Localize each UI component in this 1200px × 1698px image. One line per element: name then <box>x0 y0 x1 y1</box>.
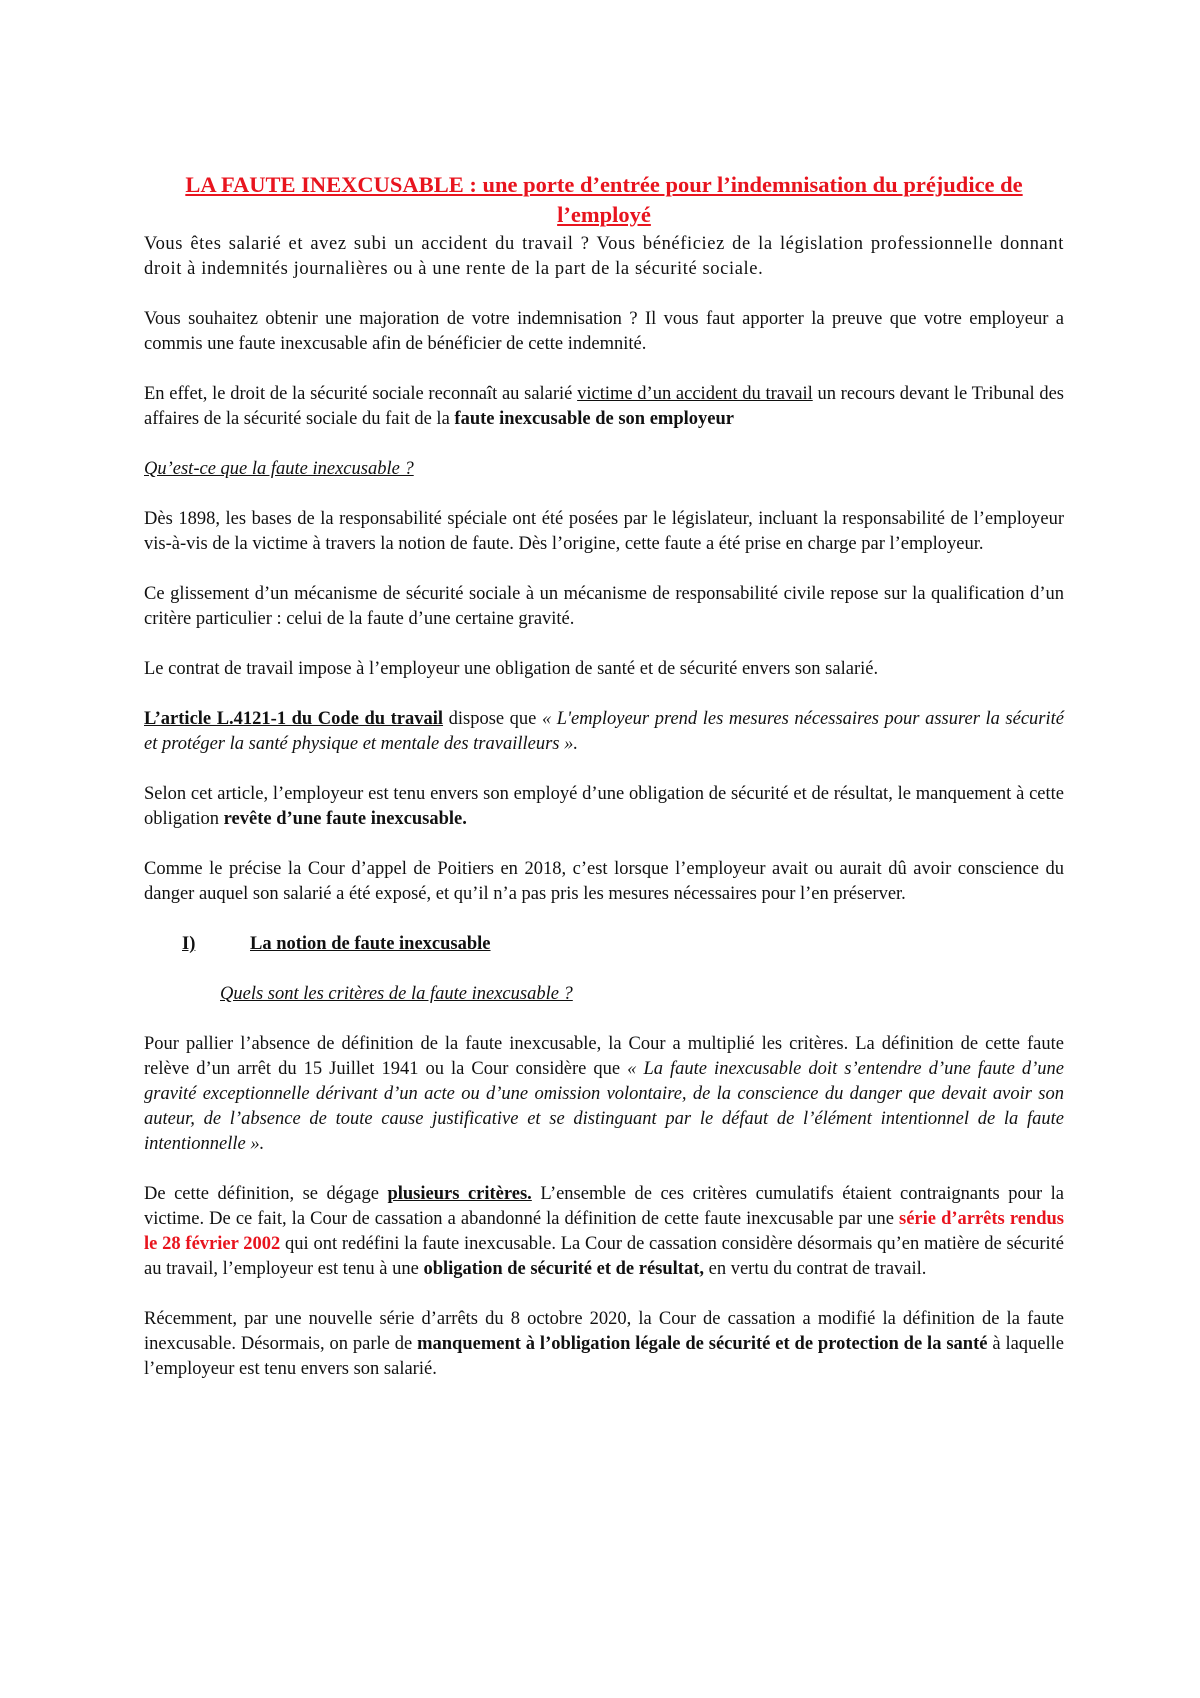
quote-definition-1941: « La faute inexcusable doit s’entendre d’une faute d’une gravité exceptionnelle dérivant d’un acte ou d’une omission volontaire, de la conscience du danger que devait avoir son auteur, de l’absence de toute cause justificative et se distinguant par le défaut de l’élément intentionnel de la faute intentionnelle ». <box>144 1059 1065 1154</box>
bold-faute-inexcusable: revête d’une faute inexcusable. <box>223 809 467 829</box>
link-victime-accident[interactable]: victime d’un accident du travail <box>577 384 813 404</box>
paragraph-intro: Vous êtes salarié et avez subi un accident du travail ? Vous bénéficiez de la législation professionnelle donnant droit à indemnités journalières ou à une rente de la part de la sécurité sociale. <box>144 234 1064 279</box>
text-segment: qui ont redéfini la faute inexcusable. La Cour de cassation considère désormais qu’en matière de sécurité au travail, l’employeur est tenu à une <box>144 1234 1064 1279</box>
text-segment: à laquelle l’employeur est tenu envers son salarié. <box>144 1334 1064 1379</box>
link-plusieurs-criteres[interactable]: plusieurs critères. <box>387 1184 532 1204</box>
quote-article: « L'employeur prend les mesures nécessaires pour assurer la sécurité et protéger la santé physique et mentale des travailleurs ». <box>144 709 1064 754</box>
text-segment: Pour pallier l’absence de définition de la faute inexcusable, la Cour a multiplié les critères. La définition de cette faute relève d’un arrêt du 15 Juillet 1941 ou la Cour considère que <box>144 1034 1064 1079</box>
paragraph-histoire-1898: Dès 1898, les bases de la responsabilité spéciale ont été posées par le législateur, incluant la responsabilité de l’employeur vis-à-vis de la victime à travers la notion de faute. Dès l’origine, cette faute a été prise en charge par l’employeur. <box>144 509 1064 554</box>
paragraph-criteres <box>144 1182 1064 1282</box>
text-segment: en vertu du contrat de travail. <box>704 1259 927 1279</box>
text-segment: Récemment, par une nouvelle série d’arrêts du 8 octobre 2020, la Cour de cassation a modifié la définition de la faute inexcusable. Désormais, on parle de <box>144 1309 1064 1354</box>
paragraph-definition-1941 <box>144 1032 1064 1157</box>
question-heading-criteres: Quels sont les critères de la faute inexcusable ? <box>220 984 573 1004</box>
paragraph-obligation-securite <box>144 782 1064 832</box>
section-title: La notion de faute inexcusable <box>250 934 491 954</box>
text-segment: un recours devant le Tribunal des affaires de la sécurité sociale du fait de la <box>144 384 1064 429</box>
link-article-code-travail[interactable]: L’article L.4121-1 du Code du travail <box>144 709 444 729</box>
paragraph-contrat-travail: Le contrat de travail impose à l’employeur une obligation de santé et de sécurité envers son salarié. <box>144 659 879 679</box>
highlight-arrets-2002: série d’arrêts rendus le 28 février 2002 <box>144 1209 1064 1254</box>
section-number: I) <box>182 934 196 954</box>
paragraph-arrets-2020 <box>144 1307 1064 1382</box>
bold-obligation-resultat: obligation de sécurité et de résultat, <box>423 1259 704 1279</box>
paragraph-glissement: Ce glissement d’un mécanisme de sécurité sociale à un mécanisme de responsabilité civile repose sur la qualification d’un critère particulier : celui de la faute d’une certaine gravité. <box>144 584 1064 629</box>
text-segment: dispose que <box>443 709 542 729</box>
paragraph-droit-securite-sociale <box>144 382 1064 432</box>
text-segment: En effet, le droit de la sécurité sociale reconnaît au salarié <box>144 384 578 404</box>
text-segment: L’ensemble de ces critères cumulatifs étaient contraignants pour la victime. De ce fait, la Cour de cassation a abandonné la définition de cette faute inexcusable par une <box>144 1184 1064 1229</box>
bold-manquement-obligation: manquement à l’obligation légale de sécurité et de protection de la santé <box>417 1334 988 1354</box>
paragraph-article-code <box>144 707 1064 757</box>
question-heading-definition: Qu’est-ce que la faute inexcusable ? <box>144 459 414 479</box>
text-segment: Selon cet article, l’employeur est tenu envers son employé d’une obligation de sécurité et de résultat, le manquement à cette obligation <box>144 784 1064 829</box>
paragraph-majoration: Vous souhaitez obtenir une majoration de votre indemnisation ? Il vous faut apporter la preuve que votre employeur a commis une faute inexcusable afin de bénéficier de cette indemnité. <box>144 309 1064 354</box>
bold-faute-employeur: faute inexcusable de son employeur <box>454 409 734 429</box>
text-segment: De cette définition, se dégage <box>144 1184 388 1204</box>
document-title: LA FAUTE INEXCUSABLE : une porte d’entrée pour l’indemnisation du préjudice de l’employé <box>185 172 1023 227</box>
paragraph-cour-appel-poitiers: Comme le précise la Cour d’appel de Poitiers en 2018, c’est lorsque l’employeur avait ou aurait dû avoir conscience du danger auquel son salarié a été exposé, et qu’il n’a pas pris les mesures nécessaires pour l’en préserver. <box>144 859 1064 904</box>
section-heading-notion <box>182 932 1064 957</box>
